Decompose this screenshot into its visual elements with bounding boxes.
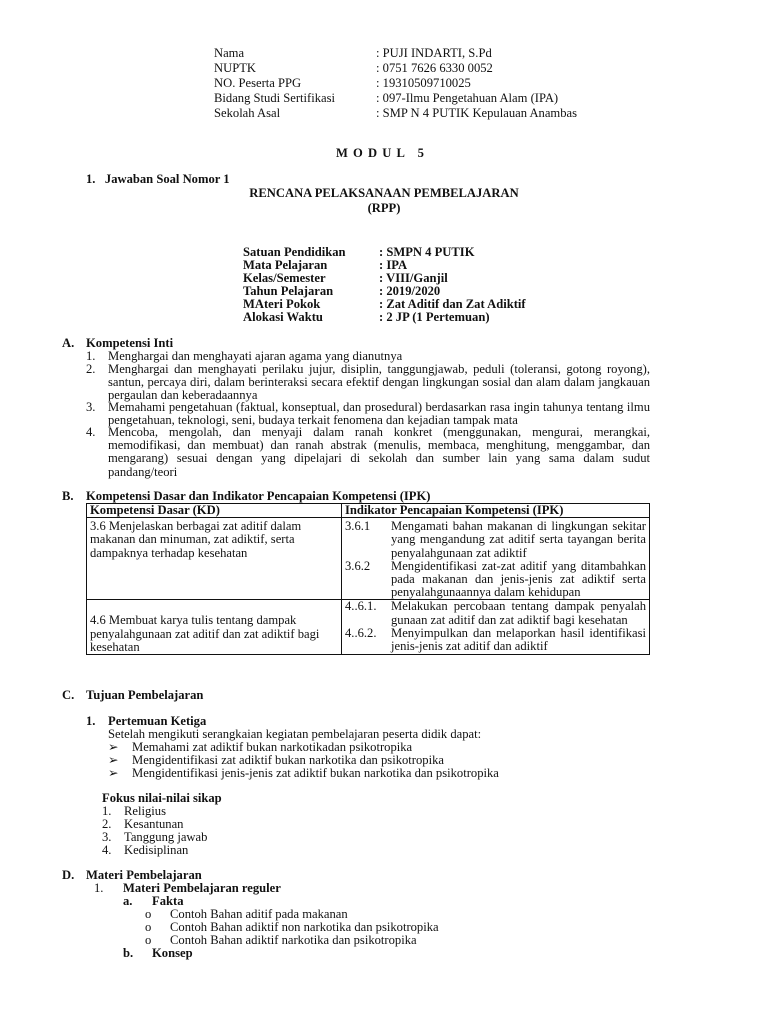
list-number: 2. bbox=[102, 817, 112, 831]
list-number: 2. bbox=[86, 362, 96, 376]
info-label-nuptk: NUPTK bbox=[214, 61, 256, 75]
table-header-row bbox=[87, 504, 650, 518]
section-letter: D. bbox=[62, 868, 75, 882]
info-label-name: Nama bbox=[214, 46, 245, 60]
arrow-bullet-icon: ➢ bbox=[108, 740, 119, 754]
sub-title: Pertemuan Ketiga bbox=[108, 714, 207, 728]
table-row bbox=[87, 600, 650, 655]
sub-number: 1. bbox=[86, 714, 96, 728]
section-title: Materi Pembelajaran bbox=[86, 868, 202, 882]
section-letter: C. bbox=[62, 688, 75, 702]
arrow-bullet-icon: ➢ bbox=[108, 753, 119, 767]
list-number: 4. bbox=[86, 425, 96, 439]
list-item: o Contoh Bahan aditif pada makanan bbox=[145, 907, 348, 921]
kd-ipk-table bbox=[86, 503, 650, 655]
sub-title: Fakta bbox=[152, 894, 184, 908]
section-title: Tujuan Pembelajaran bbox=[86, 688, 204, 702]
section-title: Kompetensi Dasar dan Indikator Pencapaian Kompetensi (IPK) bbox=[86, 489, 431, 503]
list-item: ➢ Mengidentifikasi zat adiktif bukan narkotika dan psikotropika bbox=[108, 753, 444, 767]
ipk-item bbox=[345, 560, 646, 600]
list-item: ➢ Mengidentifikasi jenis-jenis zat adiktif bukan narkotika dan psikotropika bbox=[108, 766, 499, 780]
sub-title: Materi Pembelajaran reguler bbox=[123, 881, 281, 895]
ipk-cell bbox=[342, 600, 650, 655]
table-header: Kompetensi Dasar (KD) bbox=[87, 504, 342, 518]
intro-text: Setelah mengikuti serangkaian kegiatan pembelajaran peserta didik dapat: bbox=[108, 727, 482, 741]
info-label-ppg: NO. Peserta PPG bbox=[214, 76, 302, 90]
info-value-nuptk: : 0751 7626 6330 0052 bbox=[376, 61, 493, 75]
fokus-title: Fokus nilai-nilai sikap bbox=[102, 791, 222, 805]
info-label-school: Sekolah Asal bbox=[214, 106, 281, 120]
table-row bbox=[87, 518, 650, 600]
sub-title: Konsep bbox=[152, 946, 193, 960]
ipk-number: 4..6.2. bbox=[345, 625, 377, 640]
identity-label: MAteri Pokok bbox=[243, 297, 321, 311]
rpp-subtitle: (RPP) bbox=[367, 201, 401, 215]
list-number: 3. bbox=[102, 830, 112, 844]
list-item: Menghargai dan menghayati ajaran agama yang dianutnya bbox=[108, 349, 403, 363]
identity-label: Tahun Pelajaran bbox=[243, 284, 334, 298]
ipk-text: Mengidentifikasi zat-zat aditif yang ditambahkan pada makanan dan jenis-jenis zat adiktif serta penyalahgunaannya dalam kehidupan bbox=[391, 558, 646, 600]
ipk-item bbox=[345, 627, 646, 653]
ipk-text: Melakukan percobaan tentang dampak penyalah gunaan zat aditif dan zat adiktif bagi kesehatan bbox=[391, 599, 646, 627]
list-item: Kesantunan bbox=[124, 817, 184, 831]
info-value-name: : PUJI INDARTI, S.Pd bbox=[376, 46, 492, 60]
list-item: Mencoba, mengolah, dan menyaji dalam ranah konkret (menggunakan, mengurai, merangkai, memodifikasi, dan membuat) dan ranah abstrak (menulis, membaca, menghitung, menggambar, dan mengarang) sesuai dengan yang dipelajari di sekolah dan sumber lain yang sama dalam sudut pandang/teori bbox=[108, 425, 650, 479]
list-item: Memahami pengetahuan (faktual, konseptual, dan prosedural) berdasarkan rasa ingin tahunya tentang ilmu pengetahuan, teknologi, seni, budaya terkait fenomena dan kejadian tampak mata bbox=[108, 400, 650, 428]
ipk-text: Mengamati bahan makanan di lingkungan sekitar yang mengandung zat aditif serta tayangan berita penyalahgunaan zat adiktif bbox=[391, 519, 646, 560]
ipk-text: Menyimpulkan dan melaporkan hasil identifikasi jenis-jenis zat aditif dan adiktif bbox=[391, 625, 646, 654]
identity-label: Kelas/Semester bbox=[243, 271, 326, 285]
list-item: Tanggung jawab bbox=[124, 830, 208, 844]
sub-number: 1. bbox=[94, 881, 104, 895]
ipk-item bbox=[345, 520, 646, 560]
modul-title: M O D U L 5 bbox=[336, 146, 425, 160]
ipk-item bbox=[345, 600, 646, 626]
list-number: 4. bbox=[102, 843, 112, 857]
identity-value: : 2019/2020 bbox=[379, 284, 441, 298]
ipk-number: 4..6.1. bbox=[345, 599, 377, 614]
identity-value: : Zat Aditif dan Zat Adiktif bbox=[379, 297, 526, 311]
identity-value: : 2 JP (1 Pertemuan) bbox=[379, 310, 490, 324]
identity-label: Satuan Pendidikan bbox=[243, 245, 346, 259]
list-number: 1. bbox=[86, 349, 96, 363]
info-value-ppg: : 19310509710025 bbox=[376, 76, 471, 90]
rpp-title: RENCANA PELAKSANAAN PEMBELAJARAN bbox=[249, 186, 519, 200]
section-letter: A. bbox=[62, 336, 75, 350]
list-item: o Contoh Bahan adiktif non narkotika dan psikotropika bbox=[145, 920, 439, 934]
section-letter: B. bbox=[62, 489, 74, 503]
arrow-bullet-icon: ➢ bbox=[108, 766, 119, 780]
circle-bullet-icon: o bbox=[145, 933, 152, 947]
table-header: Indikator Pencapaian Kompetensi (IPK) bbox=[342, 504, 650, 518]
ipk-cell bbox=[342, 518, 650, 600]
kd-cell: 4.6 Membuat karya tulis tentang dampak penyalahgunaan zat aditif dan zat adiktif bagi kesehatan bbox=[87, 600, 342, 655]
kd-cell: 3.6 Menjelaskan berbagai zat aditif dalam makanan dan minuman, zat adiktif, serta dampaknya terhadap kesehatan bbox=[87, 518, 342, 600]
circle-bullet-icon: o bbox=[145, 907, 152, 921]
list-item: o Contoh Bahan adiktif narkotika dan psikotropika bbox=[145, 933, 417, 947]
identity-value: : VIII/Ganjil bbox=[379, 271, 448, 285]
circle-bullet-icon: o bbox=[145, 920, 152, 934]
list-number: 1. bbox=[102, 804, 112, 818]
info-value-field: : 097-Ilmu Pengetahuan Alam (IPA) bbox=[376, 91, 559, 105]
list-item: Kedisiplinan bbox=[124, 843, 189, 857]
list-item: Menghargai dan menghayati perilaku jujur, disiplin, tanggungjawab, peduli (toleransi, gotong royong), santun, percaya diri, dalam berinteraksi secara efektif dengan lingkungan sosial dan alam dalam jangkauan pergaulan dan keberadaannya bbox=[108, 362, 650, 403]
list-number: 3. bbox=[86, 400, 96, 414]
info-value-school: : SMP N 4 PUTIK Kepulauan Anambas bbox=[376, 106, 578, 120]
identity-value: : SMPN 4 PUTIK bbox=[379, 245, 475, 259]
info-label-field: Bidang Studi Sertifikasi bbox=[214, 91, 336, 105]
identity-value: : IPA bbox=[379, 258, 408, 272]
identity-label: Alokasi Waktu bbox=[243, 310, 323, 324]
answer-heading: 1. Jawaban Soal Nomor 1 bbox=[86, 172, 230, 186]
section-title: Kompetensi Inti bbox=[86, 336, 174, 350]
list-item: ➢ Memahami zat adiktif bukan narkotikadan psikotropika bbox=[108, 740, 413, 754]
sub-label: b. bbox=[123, 946, 134, 960]
identity-label: Mata Pelajaran bbox=[243, 258, 328, 272]
list-item: Religius bbox=[124, 804, 166, 818]
sub-label: a. bbox=[123, 894, 133, 908]
ipk-number: 3.6.2 bbox=[345, 558, 371, 573]
ipk-number: 3.6.1 bbox=[345, 519, 371, 534]
